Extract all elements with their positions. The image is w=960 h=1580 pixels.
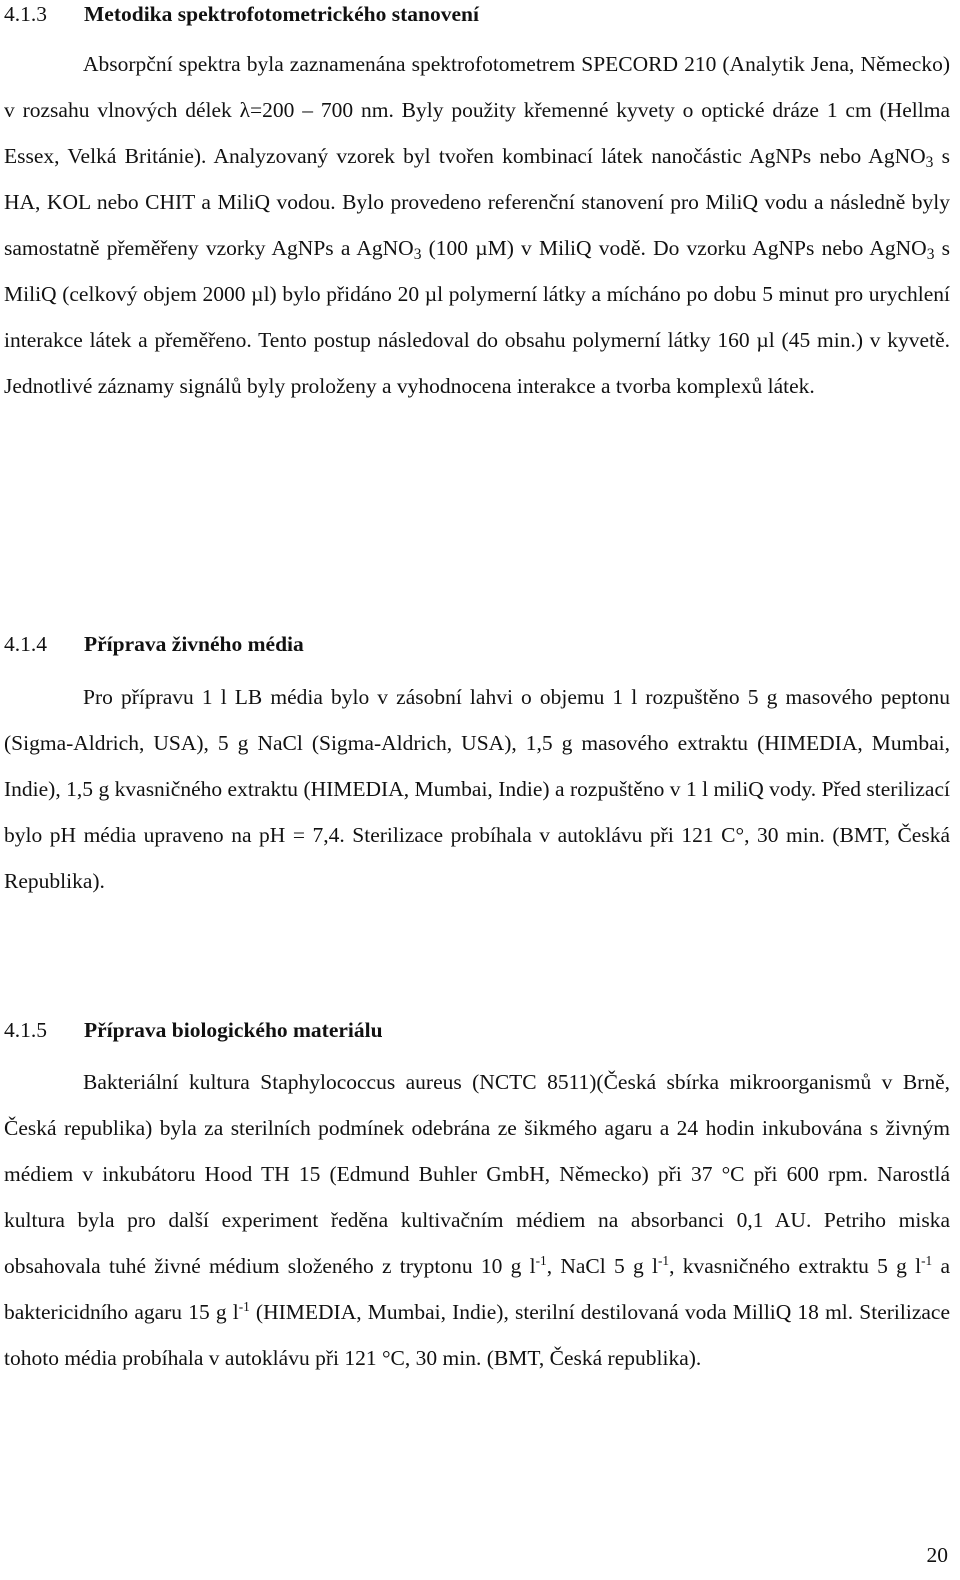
subscript: 3 bbox=[925, 154, 934, 172]
paragraph-spectrophotometry: Absorpční spektra byla zaznamenána spektrofotometrem SPECORD 210 (Analytik Jena, Německo) v rozsahu vlnových délek λ=200 – 700 nm. Byly použity křemenné kyvety o optické dráze 1 cm (Hellma Essex, Velká Británie). Analyzovaný vzorek byl tvořen kombinací látek nanočástic AgNPs nebo AgNO$_3$ s HA, KOL nebo CHIT a MiliQ vodou. Bylo provedeno referenční stanovení pro MiliQ vodu a následně byly samostatně přeměřeny vzorky AgNPs a AgNO$_3$ (100 µM) v MiliQ vodě. Do vzorku AgNPs nebo AgNO$_3$ s MiliQ (celkový objem 2000 µl) bylo přidáno 20 µl polymerní látky a mícháno po dobu 5 minut pro urychlení interakce látek a přeměřeno. Tento postup následoval do obsahu polymerní látky 160 µl (45 min.) v kyvetě. Jednotlivé záznamy signálů byly proloženy a vyhodnocena interakce a tvorba komplexů látek. bbox=[4, 52, 950, 398]
subscript: 3 bbox=[926, 246, 935, 264]
superscript: -1 bbox=[657, 1252, 670, 1268]
page-number: 20 bbox=[926, 1543, 948, 1567]
section-heading-4-1-5 bbox=[4, 1016, 950, 1044]
paragraph-medium-preparation: Pro přípravu 1 l LB média bylo v zásobní lahvi o objemu 1 l rozpuštěno 5 g masového peptonu (Sigma-Aldrich, USA), 5 g NaCl (Sigma-Aldrich, USA), 1,5 g masového extraktu (HIMEDIA, Mumbai, Indie), 1,5 g kvasničného extraktu (HIMEDIA, Mumbai, Indie) a rozpuštěno v 1 l miliQ vody. Před sterilizací bylo pH média upraveno na pH = 7,4. Sterilizace probíhala v autoklávu při 121 C°, 30 min. (BMT, Česká Republika). bbox=[4, 685, 950, 893]
superscript: -1 bbox=[238, 1298, 250, 1314]
section-title: Příprava biologického materiálu bbox=[84, 1018, 383, 1042]
section-heading-4-1-4 bbox=[4, 630, 950, 658]
section-number: 4.1.3 bbox=[4, 2, 47, 26]
section-number: 4.1.4 bbox=[4, 632, 47, 656]
section-title: Metodika spektrofotometrického stanovení bbox=[84, 2, 479, 26]
subscript: 3 bbox=[413, 246, 422, 264]
paragraph-biological-material: Bakteriální kultura Staphylococcus aureus (NCTC 8511)(Česká sbírka mikroorganismů v Brně, Česká republika) byla za sterilních podmínek odebrána ze šikmého agaru a 24 hodin inkubována s živným médiem v inkubátoru Hood TH 15 (Edmund Buhler GmbH, Německo) při 37 °C při 600 rpm. Narostlá kultura byla pro další experiment ředěna kultivačním médiem na absorbanci 0,1 AU. Petriho miska obsahovala tuhé živné médium složeného z tryptonu 10 g $l^{-1}$, NaCl 5 g $l^{-1}$, kvasničného extraktu 5 g $l^{-1}$ a baktericidního agaru 15 g $l^{-1}$ (HIMEDIA, Mumbai, Indie), sterilní destilovaná voda MilliQ 18 ml. Sterilizace tohoto média probíhala v autoklávu při 121 °C, 30 min. (BMT, Česká republika). bbox=[4, 1070, 950, 1370]
section-heading-4-1-3 bbox=[4, 0, 950, 28]
superscript: -1 bbox=[535, 1252, 547, 1268]
section-title: Příprava živného média bbox=[84, 632, 304, 656]
section-number: 4.1.5 bbox=[4, 1018, 47, 1042]
superscript: -1 bbox=[921, 1252, 933, 1268]
